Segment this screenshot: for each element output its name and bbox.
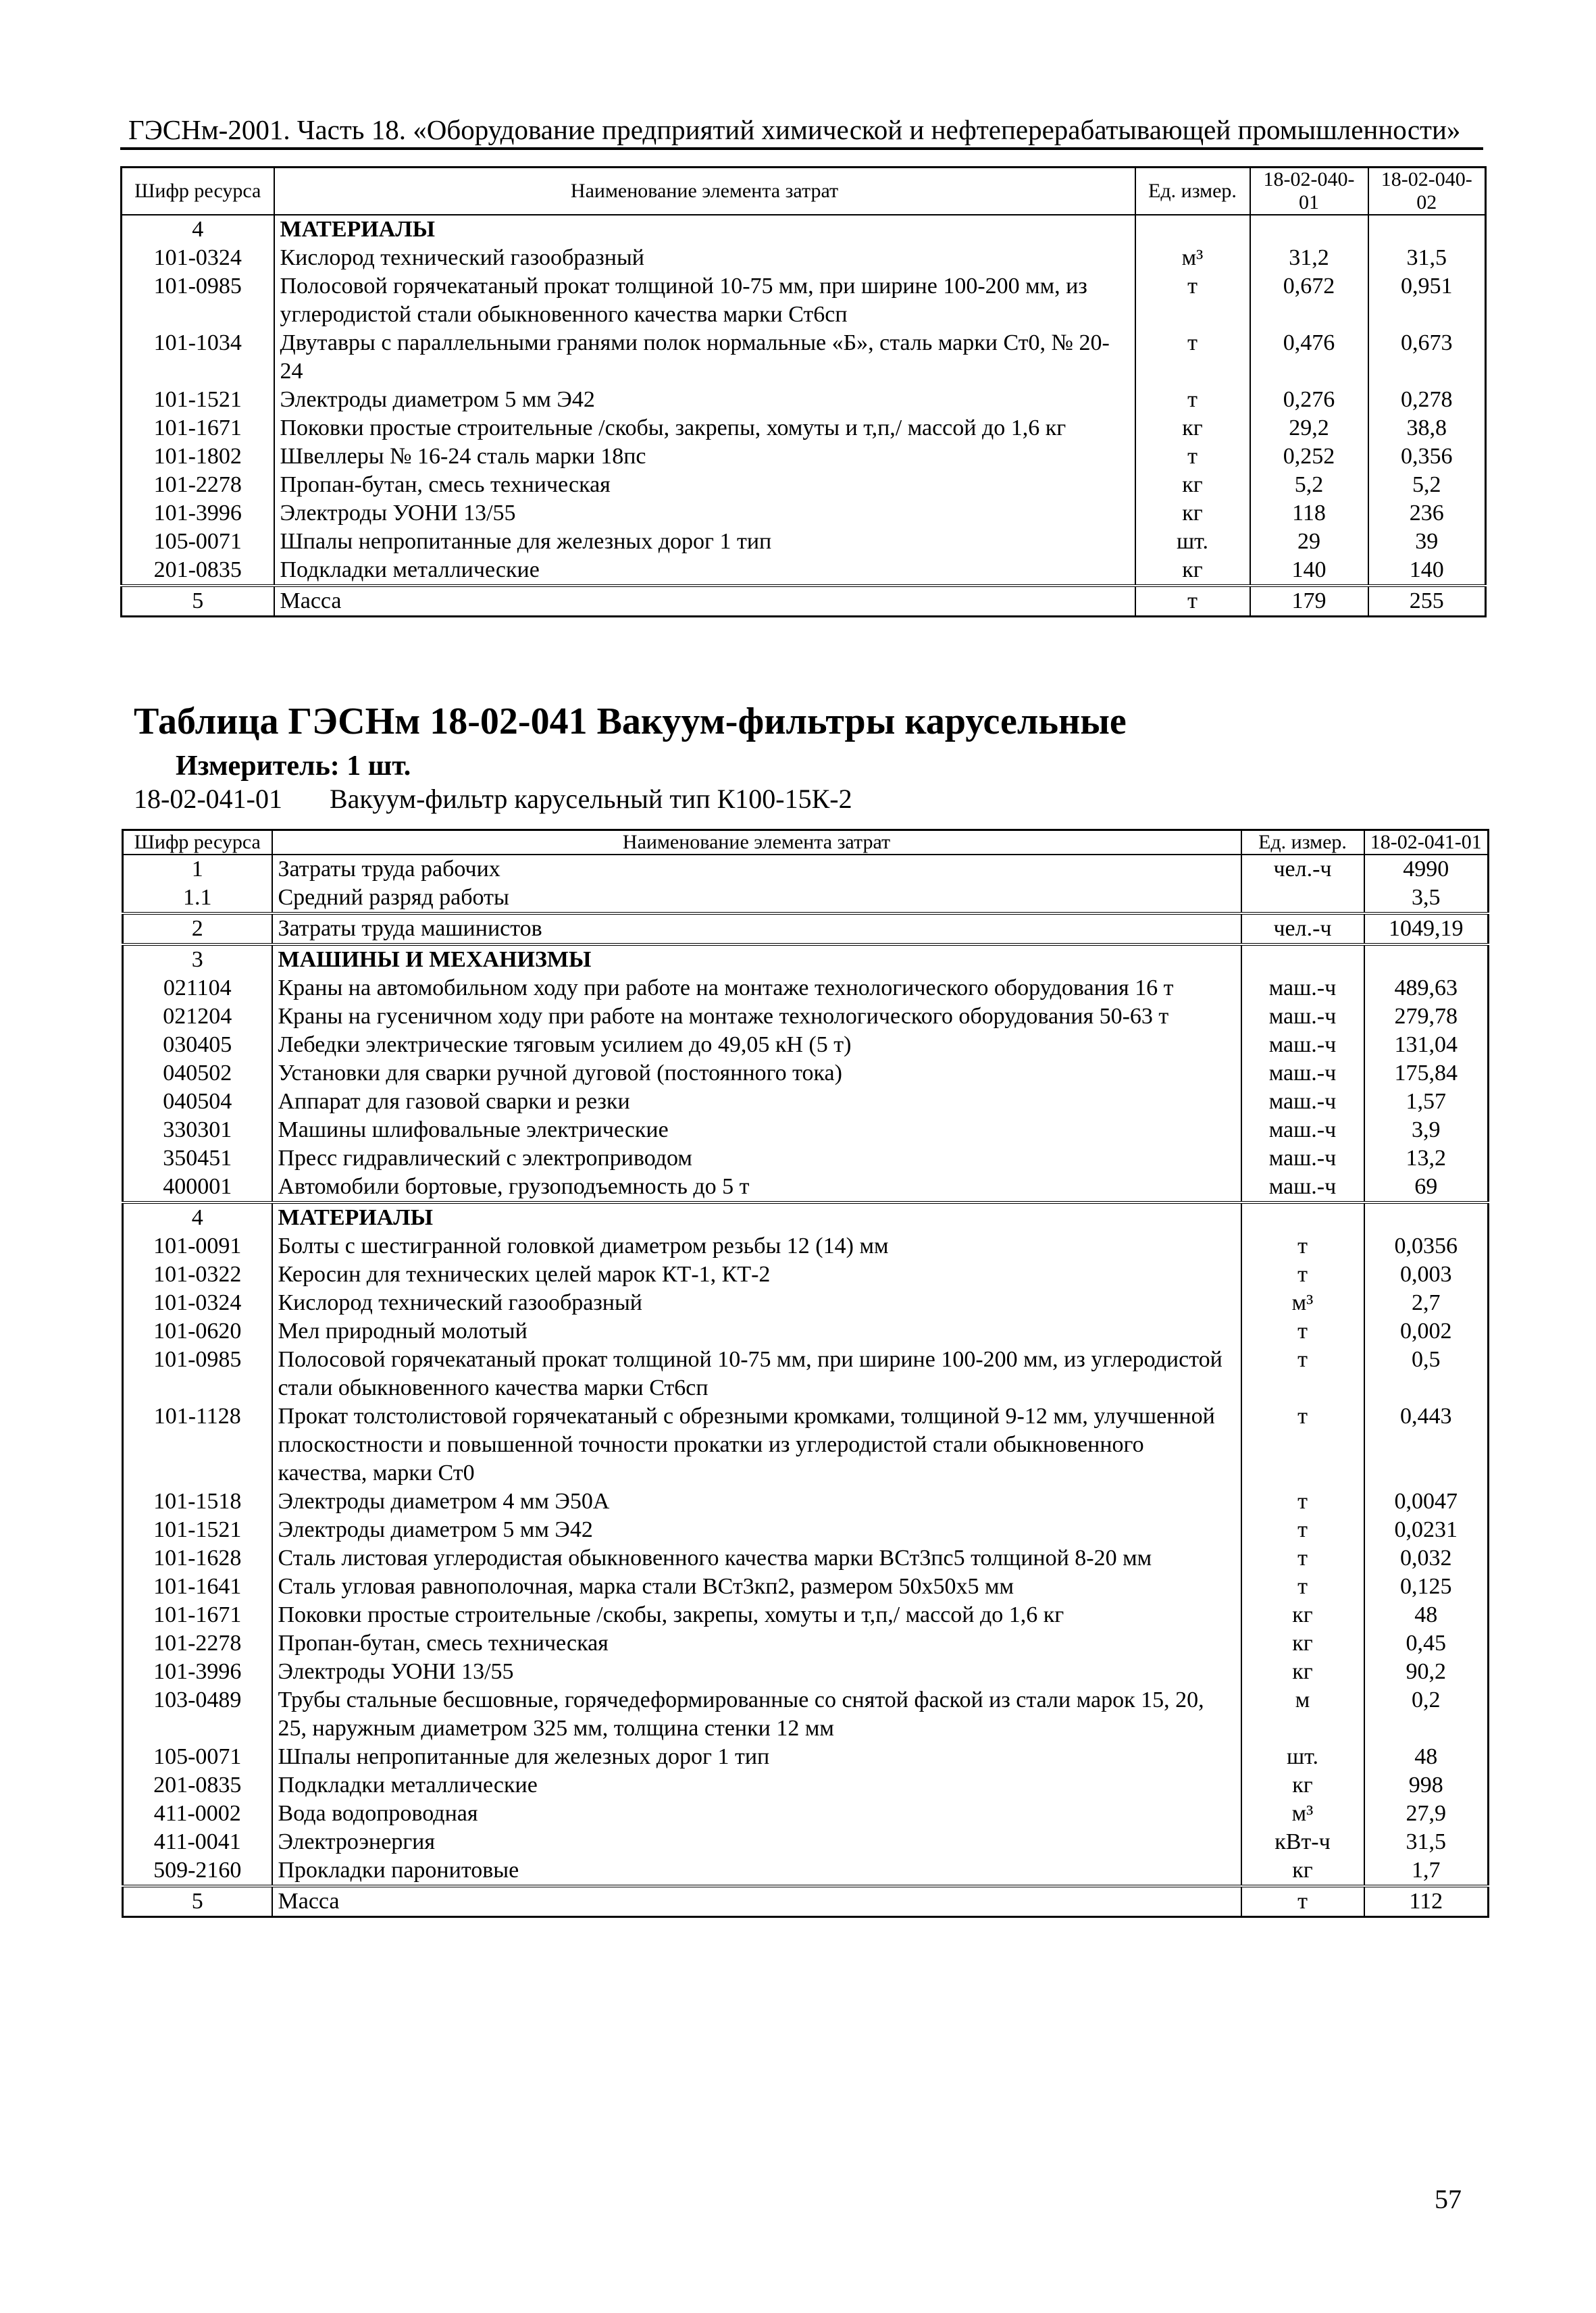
resource-code: 021204 xyxy=(123,1002,272,1031)
unit: м³ xyxy=(1241,1289,1364,1317)
table-row xyxy=(123,1289,1489,1317)
resource-name: Электроды УОНИ 13/55 xyxy=(272,1658,1241,1686)
unit: т xyxy=(1241,1886,1364,1917)
empty-cell xyxy=(1241,944,1364,974)
resource-name: Прокладки паронитовые xyxy=(272,1856,1241,1886)
resource-name: Пропан-бутан, смесь техническая xyxy=(274,471,1135,499)
table-row xyxy=(122,442,1486,471)
norm-value-040-01: 179 xyxy=(1250,586,1368,617)
resource-name: Болты с шестигранной головкой диаметром резьбы 12 (14) мм xyxy=(272,1232,1241,1261)
norm-value: 3,9 xyxy=(1364,1116,1489,1144)
resource-name: Машины шлифовальные электрические xyxy=(272,1116,1241,1144)
norm-value: 48 xyxy=(1364,1601,1489,1629)
resource-name: Краны на гусеничном ходу при работе на монтаже технологического оборудования 50-63 т xyxy=(272,1002,1241,1031)
resource-name: Полосовой горячекатаный прокат толщиной 10-75 мм, при ширине 100-200 мм, из углеродистой стали обыкновенного качества марки Ст6сп xyxy=(272,1346,1241,1402)
norm-value-040-01: 0,252 xyxy=(1250,442,1368,471)
resource-code: 101-1521 xyxy=(122,386,274,414)
norm-value: 998 xyxy=(1364,1771,1489,1800)
resource-code: 021104 xyxy=(123,974,272,1002)
resource-name: Затраты труда рабочих xyxy=(272,855,1241,884)
norm-value: 279,78 xyxy=(1364,1002,1489,1031)
table-row xyxy=(123,1088,1489,1116)
column-header: Ед. измер. xyxy=(1241,830,1364,855)
table-row xyxy=(123,1743,1489,1771)
resource-code: 101-1034 xyxy=(122,329,274,386)
norm-value-040-01: 29 xyxy=(1250,528,1368,556)
unit: кг xyxy=(1241,1629,1364,1658)
table-row xyxy=(123,1059,1489,1088)
table-row xyxy=(123,1544,1489,1573)
empty-cell xyxy=(1250,215,1368,244)
norm-value: 0,5 xyxy=(1364,1346,1489,1402)
resource-code: 101-0985 xyxy=(123,1346,272,1402)
unit: кг xyxy=(1135,414,1250,442)
resource-name: Двутавры с параллельными гранями полок нормальные «Б», сталь марки Ст0, № 20-24 xyxy=(274,329,1135,386)
resource-name: Шпалы непропитанные для железных дорог 1 тип xyxy=(274,528,1135,556)
item-name: Вакуум-фильтр карусельный тип К100-15К-2 xyxy=(330,784,852,814)
resource-name: Кислород технический газообразный xyxy=(274,244,1135,272)
unit: маш.-ч xyxy=(1241,1088,1364,1116)
norm-value-040-01: 29,2 xyxy=(1250,414,1368,442)
norm-value: 69 xyxy=(1364,1173,1489,1202)
resource-code: 101-2278 xyxy=(122,471,274,499)
resource-code: 101-1128 xyxy=(123,1402,272,1488)
norm-value: 0,003 xyxy=(1364,1261,1489,1289)
table-row xyxy=(122,556,1486,586)
running-header: ГЭСНм-2001. Часть 18. «Оборудование предприятий химической и нефтеперерабатывающей промышленности» xyxy=(128,114,1461,145)
resource-code: 030405 xyxy=(123,1031,272,1059)
section-code: 5 xyxy=(122,586,274,617)
norm-value: 90,2 xyxy=(1364,1658,1489,1686)
table-row xyxy=(123,1202,1489,1232)
norm-value-040-02: 0,951 xyxy=(1368,272,1486,329)
norm-value: 27,9 xyxy=(1364,1800,1489,1828)
resource-code: 101-1802 xyxy=(122,442,274,471)
header-rule xyxy=(120,147,1483,150)
norm-value-040-01: 31,2 xyxy=(1250,244,1368,272)
norm-value-040-01: 118 xyxy=(1250,499,1368,528)
resource-name: Пресс гидравлический с электроприводом xyxy=(272,1144,1241,1173)
measure-unit: Измеритель: 1 шт. xyxy=(176,751,411,782)
table-row xyxy=(122,586,1486,617)
unit: т xyxy=(1241,1544,1364,1573)
resource-name: Швеллеры № 16-24 сталь марки 18пс xyxy=(274,442,1135,471)
norm-value: 175,84 xyxy=(1364,1059,1489,1088)
table-row xyxy=(123,1771,1489,1800)
resource-code: 1.1 xyxy=(123,884,272,913)
unit: маш.-ч xyxy=(1241,1031,1364,1059)
norm-value: 0,002 xyxy=(1364,1317,1489,1346)
table-row xyxy=(123,884,1489,913)
norm-value: 13,2 xyxy=(1364,1144,1489,1173)
resource-name: Поковки простые строительные /скобы, закрепы, хомуты и т,п,/ массой до 1,6 кг xyxy=(274,414,1135,442)
empty-cell xyxy=(1368,215,1486,244)
unit: т xyxy=(1135,272,1250,329)
unit: кг xyxy=(1241,1771,1364,1800)
unit: т xyxy=(1241,1516,1364,1544)
unit: т xyxy=(1135,442,1250,471)
column-header: 18-02-040-02 xyxy=(1368,168,1486,215)
section-name: МАШИНЫ И МЕХАНИЗМЫ xyxy=(272,944,1241,974)
resource-name: Вода водопроводная xyxy=(272,1800,1241,1828)
unit: т xyxy=(1135,386,1250,414)
norm-value: 0,45 xyxy=(1364,1629,1489,1658)
norm-value-040-02: 140 xyxy=(1368,556,1486,586)
unit: маш.-ч xyxy=(1241,1173,1364,1202)
table-row xyxy=(123,1601,1489,1629)
resource-code: 330301 xyxy=(123,1116,272,1144)
table-row xyxy=(123,1686,1489,1743)
resource-code: 040502 xyxy=(123,1059,272,1088)
resource-code: 350451 xyxy=(123,1144,272,1173)
resource-name: Электроды УОНИ 13/55 xyxy=(274,499,1135,528)
column-header: Шифр ресурса xyxy=(122,168,274,215)
unit: кВт-ч xyxy=(1241,1828,1364,1856)
item-code: 18-02-041-01 xyxy=(134,784,282,814)
table-header-row xyxy=(122,168,1486,215)
table-row xyxy=(123,1402,1489,1488)
section-name: МАТЕРИАЛЫ xyxy=(274,215,1135,244)
empty-cell xyxy=(1241,1202,1364,1232)
resource-name: Лебедки электрические тяговым усилием до 49,05 кН (5 т) xyxy=(272,1031,1241,1059)
norm-value-040-01: 0,672 xyxy=(1250,272,1368,329)
resource-code: 101-0322 xyxy=(123,1261,272,1289)
resource-code: 101-2278 xyxy=(123,1629,272,1658)
section-code: 4 xyxy=(122,215,274,244)
table-row xyxy=(123,1828,1489,1856)
unit: т xyxy=(1241,1488,1364,1516)
resource-code: 105-0071 xyxy=(122,528,274,556)
norm-value: 112 xyxy=(1364,1886,1489,1917)
column-header: 18-02-041-01 xyxy=(1364,830,1489,855)
table-row xyxy=(122,272,1486,329)
unit: шт. xyxy=(1241,1743,1364,1771)
resource-code: 040504 xyxy=(123,1088,272,1116)
norm-value-040-02: 38,8 xyxy=(1368,414,1486,442)
resource-name: Пропан-бутан, смесь техническая xyxy=(272,1629,1241,1658)
table-title: Таблица ГЭСНм 18-02-041 Вакуум-фильтры карусельные xyxy=(134,701,1127,742)
resource-code: 101-0091 xyxy=(123,1232,272,1261)
section-code: 4 xyxy=(123,1202,272,1232)
unit: маш.-ч xyxy=(1241,1002,1364,1031)
norm-value: 1049,19 xyxy=(1364,913,1489,944)
resource-code: 101-3996 xyxy=(123,1658,272,1686)
resource-name: Керосин для технических целей марок КТ-1, КТ-2 xyxy=(272,1261,1241,1289)
unit: кг xyxy=(1135,499,1250,528)
resource-code: 101-0620 xyxy=(123,1317,272,1346)
table-row xyxy=(123,1488,1489,1516)
norm-value-040-02: 0,278 xyxy=(1368,386,1486,414)
norm-value: 489,63 xyxy=(1364,974,1489,1002)
resource-code: 1 xyxy=(123,855,272,884)
resource-name: Электроды диаметром 5 мм Э42 xyxy=(272,1516,1241,1544)
resource-name: Аппарат для газовой сварки и резки xyxy=(272,1088,1241,1116)
resource-name: Затраты труда машинистов xyxy=(272,913,1241,944)
table-row xyxy=(123,1800,1489,1828)
column-header: Наименование элемента затрат xyxy=(274,168,1135,215)
resource-code: 101-1521 xyxy=(123,1516,272,1544)
norm-value-040-01: 0,276 xyxy=(1250,386,1368,414)
resource-code: 101-1518 xyxy=(123,1488,272,1516)
unit: шт. xyxy=(1135,528,1250,556)
unit: кг xyxy=(1241,1856,1364,1886)
table-row xyxy=(123,1346,1489,1402)
unit: маш.-ч xyxy=(1241,974,1364,1002)
norm-value-040-01: 140 xyxy=(1250,556,1368,586)
table-row xyxy=(122,329,1486,386)
resource-table-18-02-041 xyxy=(122,829,1489,1918)
table-row xyxy=(122,244,1486,272)
unit: маш.-ч xyxy=(1241,1116,1364,1144)
resource-name: Подкладки металлические xyxy=(274,556,1135,586)
resource-code: 103-0489 xyxy=(123,1686,272,1743)
resource-code: 101-1628 xyxy=(123,1544,272,1573)
table-row xyxy=(123,855,1489,884)
table-row xyxy=(123,1856,1489,1886)
resource-table-18-02-040 xyxy=(120,166,1487,617)
table-row xyxy=(123,1031,1489,1059)
resource-name: Трубы стальные бесшовные, горячедеформированные со снятой фаской из стали марок 15, 20, 25, наружным диаметром 325 мм, толщина стенки 12 мм xyxy=(272,1686,1241,1743)
resource-name: Сталь угловая равнополочная, марка стали ВСт3кп2, размером 50х50х5 мм xyxy=(272,1573,1241,1601)
resource-code: 509-2160 xyxy=(123,1856,272,1886)
norm-value-040-02: 39 xyxy=(1368,528,1486,556)
norm-value-040-02: 236 xyxy=(1368,499,1486,528)
unit: чел.-ч xyxy=(1241,913,1364,944)
unit: кг xyxy=(1241,1658,1364,1686)
total-mass-label: Масса xyxy=(274,586,1135,617)
resource-name: Кислород технический газообразный xyxy=(272,1289,1241,1317)
unit: т xyxy=(1241,1346,1364,1402)
unit: т xyxy=(1241,1232,1364,1261)
resource-name: Установки для сварки ручной дуговой (постоянного тока) xyxy=(272,1059,1241,1088)
unit: т xyxy=(1241,1317,1364,1346)
table-row xyxy=(123,1261,1489,1289)
table-row xyxy=(123,1886,1489,1917)
section-name: МАТЕРИАЛЫ xyxy=(272,1202,1241,1232)
unit: маш.-ч xyxy=(1241,1059,1364,1088)
table-row xyxy=(123,1002,1489,1031)
unit: м³ xyxy=(1241,1800,1364,1828)
norm-value: 0,032 xyxy=(1364,1544,1489,1573)
norm-value: 0,0047 xyxy=(1364,1488,1489,1516)
resource-code: 101-3996 xyxy=(122,499,274,528)
unit: т xyxy=(1241,1402,1364,1488)
resource-code: 101-0324 xyxy=(122,244,274,272)
section-code: 3 xyxy=(123,944,272,974)
unit: т xyxy=(1135,586,1250,617)
unit: т xyxy=(1241,1573,1364,1601)
resource-code: 400001 xyxy=(123,1173,272,1202)
table-row xyxy=(123,913,1489,944)
norm-value-040-01: 5,2 xyxy=(1250,471,1368,499)
table-row xyxy=(123,944,1489,974)
table-row xyxy=(123,974,1489,1002)
norm-value: 31,5 xyxy=(1364,1828,1489,1856)
column-header: Ед. измер. xyxy=(1135,168,1250,215)
norm-value: 4990 xyxy=(1364,855,1489,884)
column-header: Наименование элемента затрат xyxy=(272,830,1241,855)
norm-value: 0,443 xyxy=(1364,1402,1489,1488)
unit: т xyxy=(1135,329,1250,386)
page-number: 57 xyxy=(1435,2184,1462,2214)
table-row xyxy=(122,386,1486,414)
table-row xyxy=(123,1658,1489,1686)
unit: т xyxy=(1241,1261,1364,1289)
resource-code: 411-0002 xyxy=(123,1800,272,1828)
norm-value: 1,7 xyxy=(1364,1856,1489,1886)
resource-name: Электроды диаметром 5 мм Э42 xyxy=(274,386,1135,414)
norm-value-040-01: 0,476 xyxy=(1250,329,1368,386)
resource-code: 101-0985 xyxy=(122,272,274,329)
norm-value-040-02: 5,2 xyxy=(1368,471,1486,499)
resource-name: Автомобили бортовые, грузоподъемность до 5 т xyxy=(272,1173,1241,1202)
table-row xyxy=(123,1173,1489,1202)
norm-value: 0,2 xyxy=(1364,1686,1489,1743)
resource-name: Прокат толстолистовой горячекатаный с обрезными кромками, толщиной 9-12 мм, улучшенной плоскостности и повышенной точности прокатки из углеродистой стали обыкновенного качества, марки Ст0 xyxy=(272,1402,1241,1488)
norm-value: 1,57 xyxy=(1364,1088,1489,1116)
norm-value-040-02: 31,5 xyxy=(1368,244,1486,272)
norm-value-040-02: 0,356 xyxy=(1368,442,1486,471)
column-header: Шифр ресурса xyxy=(123,830,272,855)
unit: кг xyxy=(1135,556,1250,586)
table-row xyxy=(122,414,1486,442)
table-row xyxy=(122,499,1486,528)
resource-name: Полосовой горячекатаный прокат толщиной 10-75 мм, при ширине 100-200 мм, из углеродистой стали обыкновенного качества марки Ст6сп xyxy=(274,272,1135,329)
empty-cell xyxy=(1364,944,1489,974)
norm-value: 0,0231 xyxy=(1364,1516,1489,1544)
norm-value: 0,0356 xyxy=(1364,1232,1489,1261)
section-code: 5 xyxy=(123,1886,272,1917)
norm-value: 131,04 xyxy=(1364,1031,1489,1059)
unit: м xyxy=(1241,1686,1364,1743)
resource-name: Шпалы непропитанные для железных дорог 1 тип xyxy=(272,1743,1241,1771)
norm-value: 0,125 xyxy=(1364,1573,1489,1601)
column-header: 18-02-040-01 xyxy=(1250,168,1368,215)
empty-cell xyxy=(1364,1202,1489,1232)
resource-name: Средний разряд работы xyxy=(272,884,1241,913)
table-row xyxy=(123,1516,1489,1544)
table-row xyxy=(123,1573,1489,1601)
table-row xyxy=(123,1232,1489,1261)
unit: чел.-ч xyxy=(1241,855,1364,884)
norm-value-040-02: 255 xyxy=(1368,586,1486,617)
norm-value-040-02: 0,673 xyxy=(1368,329,1486,386)
resource-code: 201-0835 xyxy=(123,1771,272,1800)
resource-name: Подкладки металлические xyxy=(272,1771,1241,1800)
table-row xyxy=(123,1317,1489,1346)
table-row xyxy=(123,1629,1489,1658)
norm-value: 48 xyxy=(1364,1743,1489,1771)
resource-name: Электроэнергия xyxy=(272,1828,1241,1856)
unit: кг xyxy=(1135,471,1250,499)
table-row xyxy=(123,1144,1489,1173)
resource-code: 201-0835 xyxy=(122,556,274,586)
unit: кг xyxy=(1241,1601,1364,1629)
unit: м³ xyxy=(1135,244,1250,272)
resource-name: Электроды диаметром 4 мм Э50А xyxy=(272,1488,1241,1516)
resource-name: Мел природный молотый xyxy=(272,1317,1241,1346)
resource-code: 101-1671 xyxy=(122,414,274,442)
table-row xyxy=(122,215,1486,244)
resource-code: 411-0041 xyxy=(123,1828,272,1856)
table-row xyxy=(122,528,1486,556)
resource-name: Сталь листовая углеродистая обыкновенного качества марки ВСт3пс5 толщиной 8-20 мм xyxy=(272,1544,1241,1573)
resource-code: 101-1671 xyxy=(123,1601,272,1629)
resource-name: Краны на автомобильном ходу при работе на монтаже технологического оборудования 16 т xyxy=(272,974,1241,1002)
table-row xyxy=(122,471,1486,499)
norm-value: 2,7 xyxy=(1364,1289,1489,1317)
unit: маш.-ч xyxy=(1241,1144,1364,1173)
unit xyxy=(1241,884,1364,913)
resource-name: Поковки простые строительные /скобы, закрепы, хомуты и т,п,/ массой до 1,6 кг xyxy=(272,1601,1241,1629)
resource-code: 105-0071 xyxy=(123,1743,272,1771)
norm-value: 3,5 xyxy=(1364,884,1489,913)
section-code: 2 xyxy=(123,913,272,944)
table-row xyxy=(123,1116,1489,1144)
resource-code: 101-1641 xyxy=(123,1573,272,1601)
total-mass-label: Масса xyxy=(272,1886,1241,1917)
table-header-row xyxy=(123,830,1489,855)
empty-cell xyxy=(1135,215,1250,244)
resource-code: 101-0324 xyxy=(123,1289,272,1317)
